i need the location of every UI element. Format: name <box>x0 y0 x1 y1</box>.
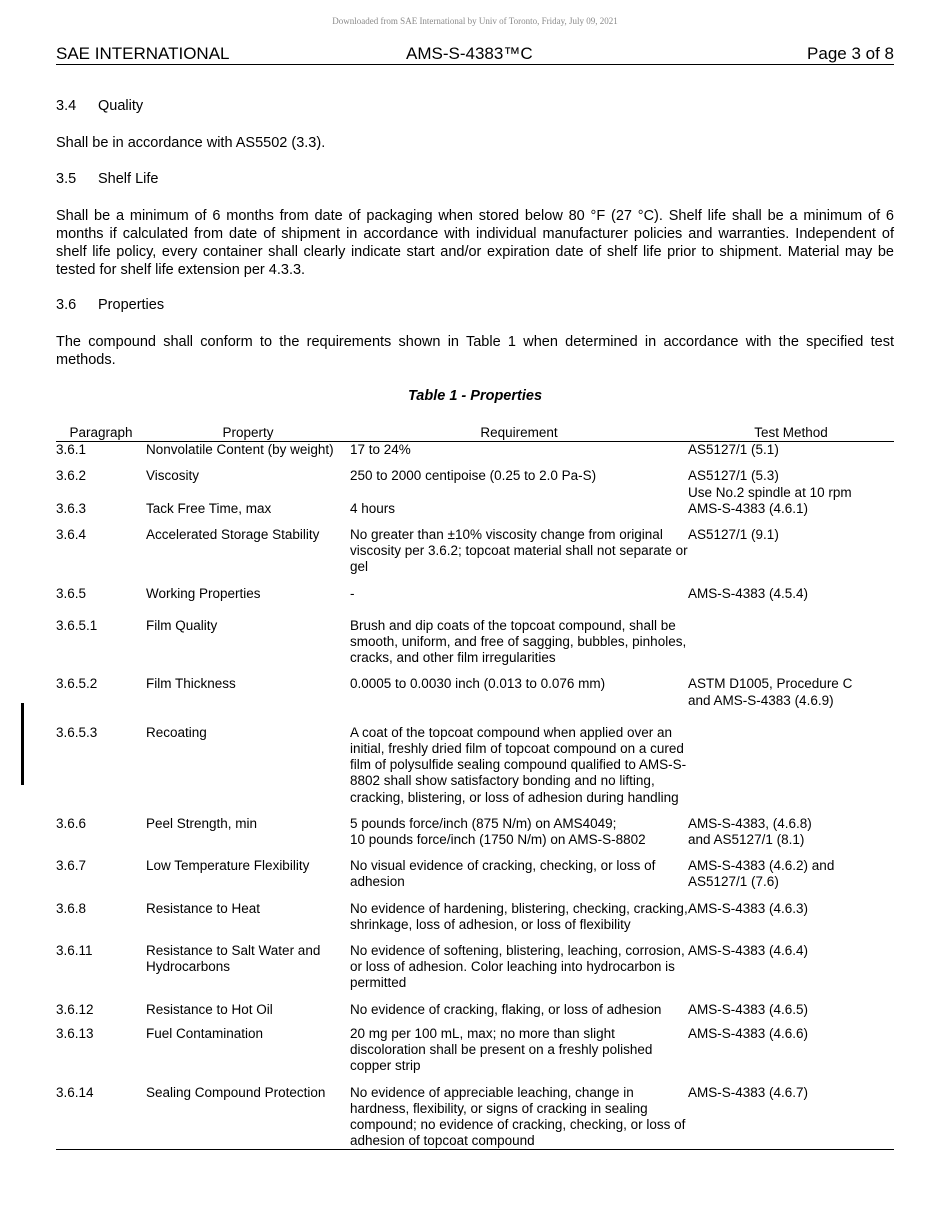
cell-test-method <box>688 527 894 586</box>
cell-paragraph: 3.6.5.3 <box>56 724 98 740</box>
column-header-paragraph: Paragraph <box>56 425 146 442</box>
column-header-test-method: Test Method <box>688 425 894 442</box>
cell-paragraph: 3.6.3 <box>56 500 87 516</box>
cell-property: Viscosity <box>146 468 200 484</box>
test-method-line: AMS-S-4383 (4.6.3) <box>688 900 809 916</box>
cell-property: Accelerated Storage Stability <box>146 527 320 543</box>
cell-requirement: Brush and dip coats of the topcoat compound, shall be smooth, uniform, and free of sagging, bubbles, pinholes, cracks, and other film irregularities <box>350 617 687 666</box>
cell-paragraph: 3.6.1 <box>56 442 87 458</box>
test-method-line: AMS-S-4383, (4.6.8) <box>688 815 812 831</box>
cell-property: Sealing Compound Protection <box>146 1085 350 1150</box>
test-method-line: ASTM D1005, Procedure C <box>688 676 853 692</box>
cell-test-method <box>688 442 894 469</box>
test-method-line: AMS-S-4383 (4.6.5) <box>688 1001 809 1017</box>
section-heading-shelf-life <box>56 171 158 187</box>
cell-paragraph: 3.6.13 <box>56 1025 94 1041</box>
section-heading-quality <box>56 98 143 114</box>
cell-requirement: 17 to 24% <box>350 442 411 458</box>
cell-requirement: No evidence of hardening, blistering, checking, cracking, shrinkage, loss of adhesion, or loss of flexibility <box>350 900 688 932</box>
cell-test-method <box>688 725 894 816</box>
cell-property: Low Temperature Flexibility <box>146 858 310 874</box>
cell-paragraph: 3.6.12 <box>56 1001 94 1017</box>
cell-test-method <box>688 501 894 527</box>
cell-property: Fuel Contamination <box>146 1025 264 1041</box>
cell-property: Working Properties <box>146 585 261 601</box>
properties-table <box>56 425 894 1150</box>
cell-requirement: A coat of the topcoat compound when applied over an initial, freshly dried film of topcoat compound on a cured film of polysulfide sealing compound qualified to AMS-S-8802 shall show satisfactory bonding and no lifting, cracking, blistering, or loss of adhesion during handling <box>350 724 687 805</box>
cell-property: Film Quality <box>146 617 218 633</box>
header-page-number: Page 3 of 8 <box>807 44 894 63</box>
table-row <box>56 1002 894 1026</box>
page-header <box>56 44 894 65</box>
test-method-line: AMS-S-4383 (4.6.2) and <box>688 858 835 874</box>
cell-property: Peel Strength, min <box>146 815 258 831</box>
cell-property: Resistance to Hot Oil <box>146 1001 273 1017</box>
test-method-line: AMS-S-4383 (4.6.7) <box>688 1084 809 1100</box>
table-row <box>56 618 894 677</box>
cell-property: Film Thickness <box>146 676 236 692</box>
cell-property: Resistance to Heat <box>146 900 261 916</box>
test-method-line: AMS-S-4383 (4.6.1) <box>688 500 809 516</box>
cell-test-method <box>688 1026 894 1085</box>
cell-requirement: No evidence of appreciable leaching, change in hardness, flexibility, or signs of cracking in sealing compound; no evidence of cracking, checking, or loss of adhesion of topcoat compound <box>350 1085 688 1150</box>
column-header-requirement: Requirement <box>350 425 688 442</box>
requirement-line: 10 pounds force/inch (1750 N/m) on AMS-S-8802 <box>350 832 646 848</box>
table-body <box>56 442 894 1150</box>
cell-property: Recoating <box>146 724 207 740</box>
test-method-line: AS5127/1 (7.6) <box>688 874 779 890</box>
quality-paragraph: Shall be in accordance with AS5502 (3.3). <box>56 135 326 151</box>
download-watermark: Downloaded from SAE International by Univ of Toronto, Friday, July 09, 2021 <box>332 16 618 26</box>
shelf-life-paragraph: Shall be a minimum of 6 months from date of packaging when stored below 80 °F (27 °C). Shelf life shall be a minimum of 6 months if calculated from date of shipment in accordance with individual manufacturer policies and warranties. Independent of shelf life policy, every container shall clearly indicate start and/or expiration date of shelf life prior to shipment. Material may be tested for shelf life extension per 4.3.3. <box>56 208 894 278</box>
cell-paragraph: 3.6.2 <box>56 468 87 484</box>
cell-paragraph: 3.6.4 <box>56 527 87 543</box>
cell-paragraph: 3.6.7 <box>56 858 87 874</box>
test-method-line: and AS5127/1 (8.1) <box>688 832 805 848</box>
cell-requirement <box>350 816 688 858</box>
revision-change-bar <box>21 703 24 785</box>
section-number: 3.6 <box>56 297 77 313</box>
test-method-line: AS5127/1 (9.1) <box>688 527 779 543</box>
cell-paragraph: 3.6.14 <box>56 1085 146 1150</box>
table-row <box>56 468 894 500</box>
section-number: 3.5 <box>56 171 77 187</box>
table-title: Table 1 - Properties <box>407 388 543 404</box>
cell-test-method <box>688 1085 894 1150</box>
section-heading-properties <box>56 297 164 313</box>
test-method-line: AS5127/1 (5.1) <box>688 442 779 458</box>
test-method-line: AMS-S-4383 (4.6.6) <box>688 1025 809 1041</box>
cell-requirement: 0.0005 to 0.0030 inch (0.013 to 0.076 mm) <box>350 676 606 692</box>
cell-paragraph: 3.6.11 <box>56 943 93 959</box>
table-row <box>56 442 894 469</box>
cell-paragraph: 3.6.5 <box>56 585 87 601</box>
table-row <box>56 901 894 943</box>
table-row <box>56 725 894 816</box>
cell-requirement: 20 mg per 100 mL, max; no more than slight discoloration shall be present on a freshly polished copper strip <box>350 1025 653 1074</box>
cell-test-method <box>688 901 894 943</box>
cell-paragraph: 3.6.5.1 <box>56 617 98 633</box>
cell-test-method <box>688 586 894 618</box>
header-document-number: AMS-S-4383™C <box>406 44 533 63</box>
cell-paragraph: 3.6.6 <box>56 815 87 831</box>
table-row <box>56 943 894 1002</box>
cell-property: Tack Free Time, max <box>146 500 272 516</box>
cell-requirement: No greater than ±10% viscosity change from original viscosity per 3.6.2; topcoat material shall not separate or gel <box>350 527 688 575</box>
cell-test-method <box>688 1002 894 1026</box>
table-header-row <box>56 425 894 442</box>
cell-requirement: No evidence of cracking, flaking, or loss of adhesion <box>350 1001 662 1017</box>
column-header-property: Property <box>146 425 350 442</box>
cell-test-method <box>688 676 894 724</box>
cell-requirement: 4 hours <box>350 500 396 516</box>
test-method-line: AMS-S-4383 (4.5.4) <box>688 585 809 601</box>
cell-test-method <box>688 858 894 900</box>
cell-paragraph: 3.6.5.2 <box>56 676 98 692</box>
cell-test-method <box>688 943 894 1002</box>
test-method-line: and AMS-S-4383 (4.6.9) <box>688 692 834 708</box>
cell-test-method <box>688 468 894 500</box>
cell-property: Resistance to Salt Water and Hydrocarbons <box>146 943 321 975</box>
cell-test-method <box>688 618 894 677</box>
table-row <box>56 1026 894 1085</box>
cell-requirement: 250 to 2000 centipoise (0.25 to 2.0 Pa-S) <box>350 468 597 484</box>
table-row <box>56 858 894 900</box>
header-publisher: SAE INTERNATIONAL <box>56 44 230 63</box>
cell-requirement: No visual evidence of cracking, checking, or loss of adhesion <box>350 858 656 890</box>
requirement-line: 5 pounds force/inch (875 N/m) on AMS4049; <box>350 815 617 831</box>
table-row <box>56 527 894 586</box>
test-method-line: AS5127/1 (5.3) <box>688 468 779 484</box>
section-title: Shelf Life <box>98 171 159 187</box>
cell-paragraph: 3.6.8 <box>56 900 87 916</box>
table-row <box>56 586 894 618</box>
cell-requirement: - <box>350 585 355 601</box>
properties-paragraph: The compound shall conform to the requirements shown in Table 1 when determined in accordance with the specified test methods. <box>56 334 894 368</box>
section-title: Quality <box>98 98 144 114</box>
section-title: Properties <box>98 297 165 313</box>
cell-requirement: No evidence of softening, blistering, leaching, corrosion, or loss of adhesion. Color leaching into hydrocarbon is permitted <box>350 943 685 991</box>
table-row <box>56 1085 894 1150</box>
table-row <box>56 676 894 724</box>
cell-test-method <box>688 816 894 858</box>
table-row <box>56 816 894 858</box>
table-row <box>56 501 894 527</box>
test-method-line: Use No.2 spindle at 10 rpm <box>688 484 852 500</box>
test-method-line: AMS-S-4383 (4.6.4) <box>688 943 809 959</box>
section-number: 3.4 <box>56 98 77 114</box>
cell-property: Nonvolatile Content (by weight) <box>146 442 334 458</box>
